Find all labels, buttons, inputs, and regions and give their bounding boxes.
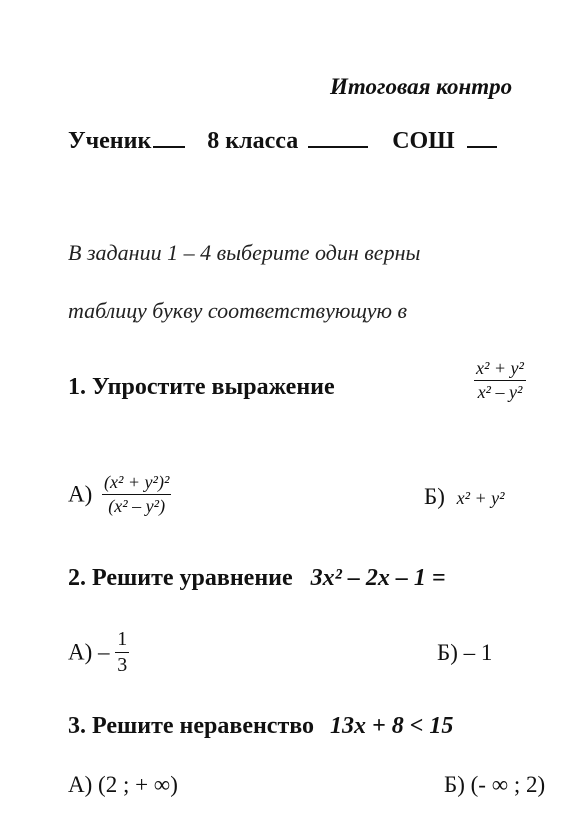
option-label: А) – [68, 639, 110, 665]
student-label: Ученик [68, 128, 152, 154]
fraction-numerator: 1 [117, 628, 128, 650]
option-value: (2 ; + ∞) [98, 772, 178, 797]
fraction-numerator: (x² + y²)² [104, 472, 170, 492]
fraction-denominator: (x² – y²) [108, 496, 166, 516]
option-value: x² + y² [456, 488, 505, 508]
option-label: Б) [444, 772, 465, 797]
question-2-option-b [437, 640, 492, 666]
instruction-line-2: таблицу букву соответствующую в [68, 298, 408, 323]
grade-blank [308, 146, 368, 148]
question-number: 1. [68, 374, 86, 400]
fraction [474, 358, 526, 403]
option-fraction [102, 472, 171, 517]
question-text: Решите уравнение [92, 565, 293, 591]
instruction-line-1: В задании 1 – 4 выберите один верны [68, 240, 421, 265]
question-3-option-a [68, 772, 178, 798]
question-1-expression [474, 358, 526, 403]
grade-label: 8 класса [207, 128, 299, 154]
fraction-bar [102, 494, 171, 495]
page-title: Итоговая контро [330, 74, 513, 99]
option-label: А) [68, 481, 93, 507]
question-2-option-a [68, 628, 129, 677]
question-3-option-b [444, 772, 545, 798]
question-3 [68, 713, 453, 740]
question-1 [68, 374, 335, 401]
option-label: Б) [424, 484, 445, 509]
equation: 3x² – 2x – 1 = [310, 565, 446, 591]
question-2 [68, 565, 446, 592]
fraction-bar [115, 652, 129, 653]
option-label: Б) [437, 640, 458, 665]
option-label: А) [68, 772, 93, 797]
option-value: – 1 [463, 640, 493, 665]
option-fraction [115, 628, 129, 677]
inequality: 13x + 8 < 15 [330, 713, 454, 739]
question-text: Решите неравенство [92, 713, 315, 739]
fraction-numerator: x² + y² [476, 358, 524, 378]
question-number: 3. [68, 713, 86, 739]
school-label: СОШ [392, 128, 455, 154]
fraction-denominator: x² – y² [477, 382, 523, 402]
question-1-option-a [68, 472, 171, 517]
question-text: Упростите выражение [92, 374, 335, 400]
student-blank [153, 146, 185, 148]
student-line [68, 128, 497, 155]
question-1-option-b [424, 484, 505, 510]
school-blank [467, 146, 497, 148]
fraction-denominator: 3 [117, 654, 128, 676]
fraction-bar [474, 380, 526, 381]
question-number: 2. [68, 565, 86, 591]
option-value: (- ∞ ; 2) [470, 772, 546, 797]
